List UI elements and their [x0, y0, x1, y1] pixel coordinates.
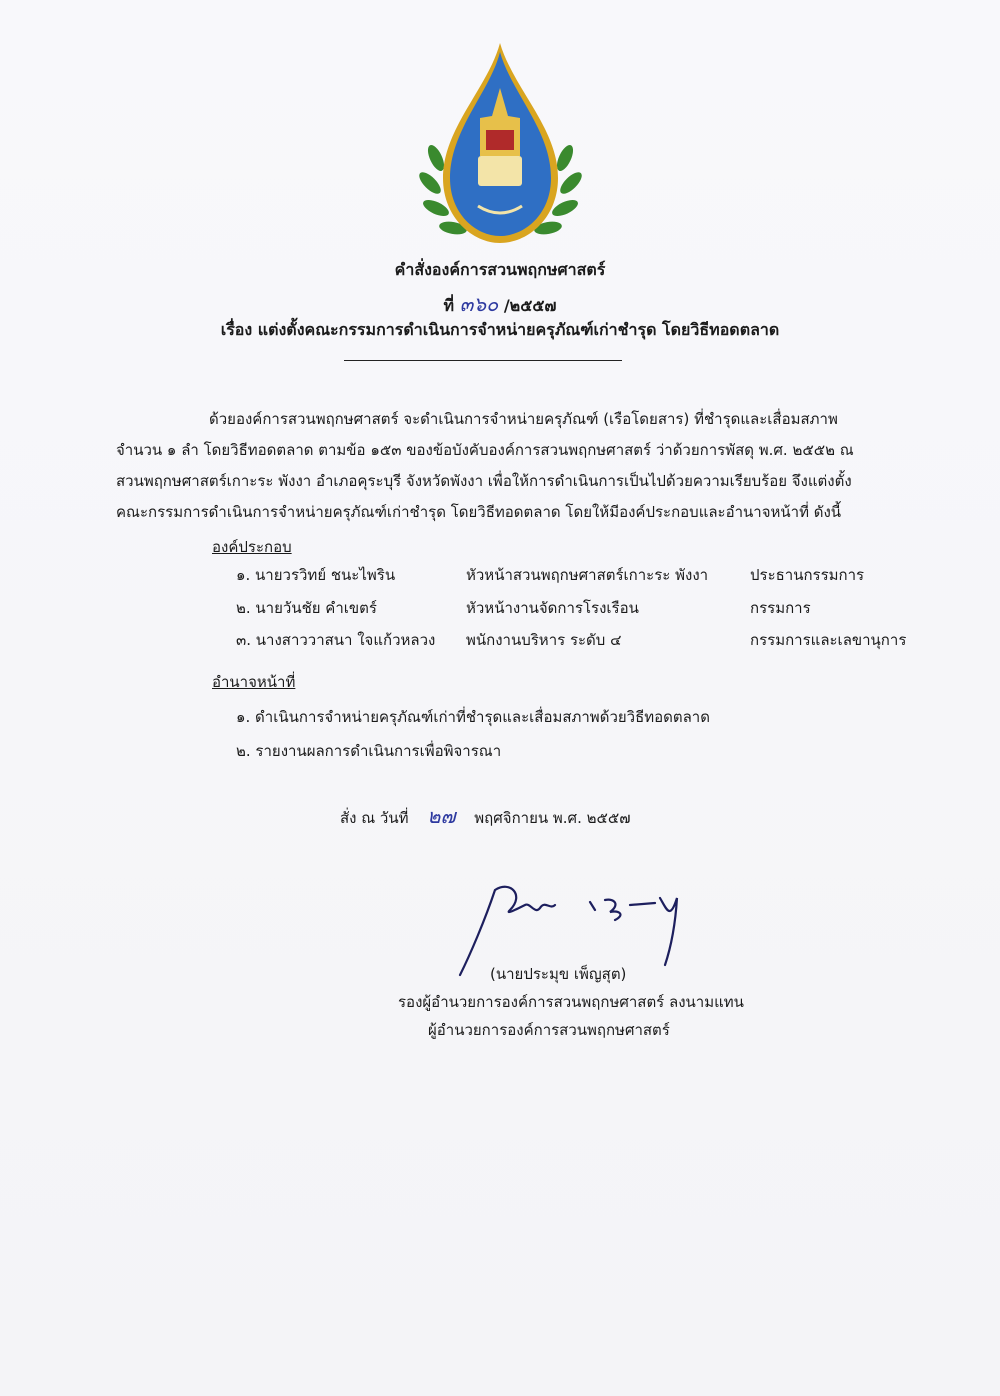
order-title: คำสั่งองค์การสวนพฤกษศาสตร์ [394, 260, 606, 279]
duty-item: ๑. ดำเนินการจำหน่ายครุภัณฑ์เก่าที่ชำรุดและเสื่อมสภาพด้วยวิธีทอดตลาด [236, 708, 710, 726]
member-position: หัวหน้าสวนพฤกษศาสตร์เกาะระ พังงา [466, 566, 709, 584]
title-divider [344, 360, 622, 361]
member-position: หัวหน้างานจัดการโรงเรือน [466, 599, 639, 617]
order-date [340, 800, 630, 832]
composition-heading: องค์ประกอบ [212, 538, 292, 556]
duties-heading: อำนาจหน้าที่ [212, 673, 296, 691]
signer-title: รองผู้อำนวยการองค์การสวนพฤกษศาสตร์ ลงนามแทน [398, 993, 744, 1011]
member-name: ๒. นายวันชัย คำเขตร์ [236, 599, 377, 617]
order-number-suffix: /๒๕๕๗ [503, 296, 557, 315]
signer-name: (นายประมุข เพ็ญสุต) [490, 965, 627, 983]
organization-logo [418, 38, 583, 248]
order-number-prefix: ที่ [443, 296, 455, 315]
date-day-handwritten: ๒๗ [427, 804, 456, 828]
member-role: กรรมการ [750, 599, 811, 617]
body-paragraph [116, 404, 886, 528]
signer-title-on-behalf: ผู้อำนวยการองค์การสวนพฤกษศาสตร์ [428, 1021, 670, 1039]
order-number-handwritten: ๓๖๐ [459, 292, 499, 316]
member-role: กรรมการและเลขานุการ [750, 631, 907, 649]
member-name: ๓. นางสาววาสนา ใจแก้วหลวง [236, 631, 436, 649]
body-line: ด้วยองค์การสวนพฤกษศาสตร์ จะดำเนินการจำหน่ายครุภัณฑ์ (เรือโดยสาร) ที่ชำรุดและเสื่อมสภาพ [209, 410, 838, 428]
date-prefix: สั่ง ณ วันที่ [340, 809, 409, 827]
date-rest: พฤศจิกายน พ.ศ. ๒๕๕๗ [474, 809, 631, 827]
member-role: ประธานกรรมการ [750, 566, 865, 584]
body-line: สวนพฤกษศาสตร์เกาะระ พังงา อำเภอคุระบุรี จังหวัดพังงา เพื่อให้การดำเนินการเป็นไปด้วยความเรียบร้อย จึงแต่งตั้ง [116, 472, 852, 490]
member-position: พนักงานบริหาร ระดับ ๔ [466, 631, 622, 649]
order-number [0, 288, 1000, 320]
body-line: คณะกรรมการดำเนินการจำหน่ายครุภัณฑ์เก่าชำรุด โดยวิธีทอดตลาด โดยให้มีองค์ประกอบและอำนาจหน้าที่ ดังนี้ [116, 503, 842, 521]
order-subject: เรื่อง แต่งตั้งคณะกรรมการดำเนินการจำหน่ายครุภัณฑ์เก่าชำรุด โดยวิธีทอดตลาด [220, 320, 780, 339]
duty-item: ๒. รายงานผลการดำเนินการเพื่อพิจารณา [236, 742, 502, 760]
member-name: ๑. นายวรวิทย์ ชนะไพริน [236, 566, 396, 584]
body-line: จำนวน ๑ ลำ โดยวิธีทอดตลาด ตามข้อ ๑๕๓ ของข้อบังคับองค์การสวนพฤกษศาสตร์ ว่าด้วยการพัสดุ พ.ศ. ๒๕๕๒ ณ [116, 441, 854, 459]
